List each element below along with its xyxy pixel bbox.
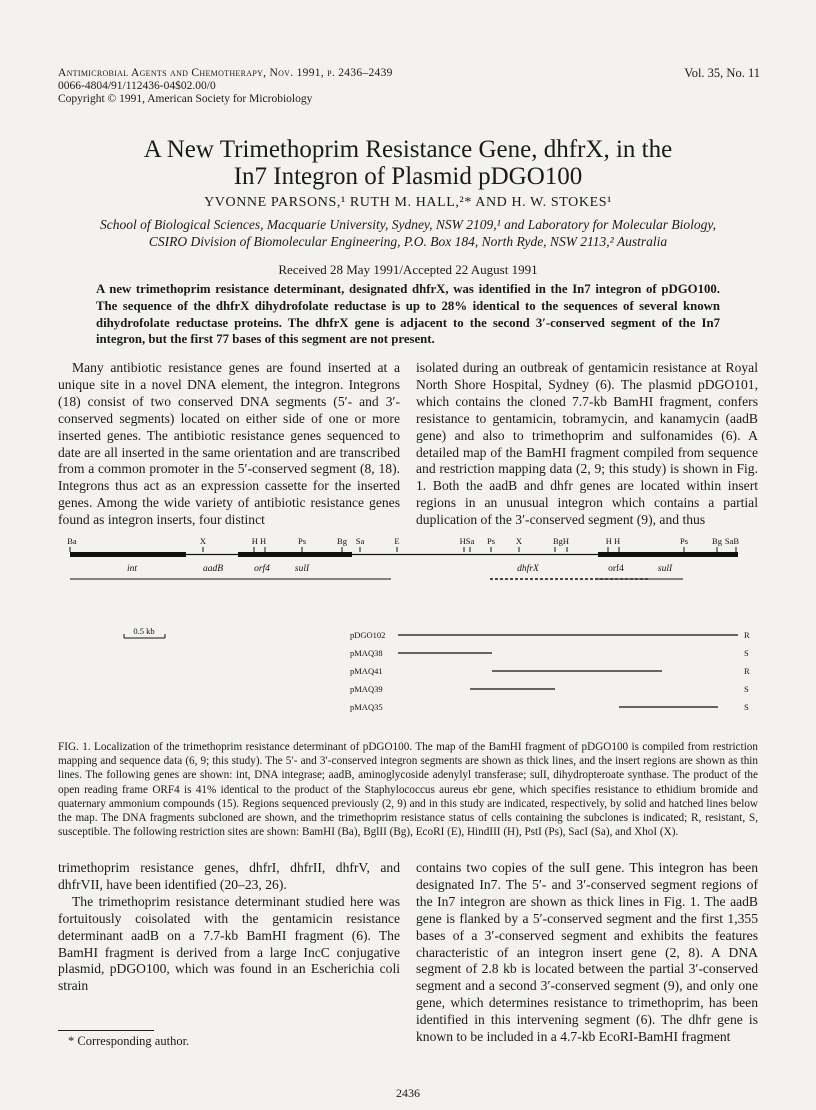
site-label: Ba <box>67 536 77 546</box>
site-label: HSa <box>459 536 475 546</box>
subclones <box>350 630 750 712</box>
site-label: H H <box>251 536 267 546</box>
paragraph: contains two copies of the sulI gene. This integron has been designated In7. The 5′- and 3′-conserved segment regions of the In7 integron are shown as thick lines in Fig. 1. The aadB gene is flanked by a 5′-conserved segment and the first 1,355 bases of a 3′-conserved segment and exhibits the features characteristic of an integron insert gene (2, 8). A DNA segment of 2.8 kb is located between the partial 3′-conserved segment and a second 3′-conserved segment (9), and only one gene, which determines resistance to trimethoprim, has been identified in this intervening segment (6). The dhfr gene is known to be included in a 4.7-kb EcoRI-BamHI fragment <box>416 860 758 1045</box>
volume: Vol. 35, No. 11 <box>684 66 760 80</box>
site-label: Bg <box>337 536 347 546</box>
subclone-name: pMAQ39 <box>350 684 383 694</box>
affiliation-line-1: School of Biological Sciences, Macquarie University, Sydney, NSW 2109,¹ and Laboratory for Molecular Biology, <box>100 217 716 232</box>
footnote-rule <box>58 1030 154 1031</box>
site-labels <box>67 536 739 546</box>
copyright: Copyright © 1991, American Society for Microbiology <box>58 93 313 105</box>
gene-labels <box>127 563 673 574</box>
subclone-status: S <box>744 684 749 694</box>
site-label: X <box>199 536 207 546</box>
gene-label: int <box>126 564 138 574</box>
authors: YVONNE PARSONS,¹ RUTH M. HALL,²* AND H. W. STOKES¹ <box>204 195 612 210</box>
conserved-segment <box>70 552 186 557</box>
received-dates: Received 28 May 1991/Accepted 22 August 1991 <box>278 262 538 277</box>
subclone-status: S <box>744 702 749 712</box>
subclone-name: pMAQ41 <box>350 666 383 676</box>
gene-label: orf4 <box>608 564 624 574</box>
article-code: 0066-4804/91/112436-04$02.00/0 <box>58 80 216 92</box>
journal-line: Antimicrobial Agents and Chemotherapy, Nov. 1991, p. 2436–2439 <box>58 67 393 79</box>
footnote: * Corresponding author. <box>68 1034 190 1048</box>
title-line-1: A New Trimethoprim Resistance Gene, dhfrX, in the <box>143 136 673 163</box>
paragraph: trimethoprim resistance genes, dhfrI, dhfrII, dhfrV, and dhfrVII, have been identified (20–23, 26). <box>58 860 400 892</box>
conserved-segment <box>598 552 738 557</box>
scale-bar <box>124 626 165 638</box>
gene-label: sulI <box>294 564 310 574</box>
site-label: Sa <box>355 536 365 546</box>
body-left-top <box>58 360 400 529</box>
paragraph: Many antibiotic resistance genes are found inserted at a unique site in a novel DNA element, the integron. Integrons (18) consist of two conserved DNA segments (5′- and 3′-conserved segments) located on either side of one or more inserted genes. The antibiotic resistance genes sequenced to date are all inserted in the same orientation and are transcribed from a common promoter in the 5′-conserved segment (8, 18). Integrons thus act as an expression cassette for the inserted genes. Among the wide variety of antibiotic resistance genes found as integron inserts, four distinct <box>58 360 400 528</box>
scale-label: 0.5 kb <box>133 626 155 636</box>
site-label: X <box>515 536 523 546</box>
conserved-segment <box>238 552 352 557</box>
figure-caption: FIG. 1. Localization of the trimethoprim resistance determinant of pDGO100. The map of the BamHI fragment of pDGO100 is compiled from restriction mapping and sequence data (6, 9; this study). The 5′- and 3′-conserved integron segments are shown as thick lines, and the insert regions are shown as thin lines. The following genes are shown: int, DNA integrase; aadB, aminoglycoside adenylyl transferase; sulI, dihydropteroate synthase. The product of the open reading frame ORF4 is 41% identical to the product of the Staphylococcus aureus ebr gene, which specifies resistance to ethidium bromide and quaternary ammonium compounds (15). Regions sequenced previously (2, 9) and in this study are indicated, respectively, by solid and hatched lines below the map. The DNA fragments subcloned are shown, and the trimethoprim resistance status of cells containing the subclones is indicated; R, resistant, S, susceptible. The following restriction sites are shown: BamHI (Ba), BglII (Bg), EcoRI (E), HindIII (H), PstI (Ps), SacI (Sa), and XhoI (X). <box>58 741 758 839</box>
abstract: A new trimethoprim resistance determinant, designated dhfrX, was identified in the In7 integron of pDGO100. The sequence of the dhfrX dihydrofolate reductase is up to 28% identical to the sequences of several known dihydrofolate reductase proteins. The dhfrX gene is adjacent to the second 3′-conserved segment of the In7 integron, but the first 77 bases of this segment are not present. <box>96 282 720 347</box>
site-label: H H <box>605 536 621 546</box>
gene-label: sulI <box>657 564 673 574</box>
subclone-status: R <box>744 630 750 640</box>
subclone-name: pMAQ35 <box>350 702 383 712</box>
article-title <box>0 136 816 190</box>
paragraph: The trimethoprim resistance determinant studied here was fortuitously coisolated with the gentamicin resistance determinant aadB on a 7.7-kb BamHI fragment (6). The BamHI fragment is derived from a large IncC conjugative plasmid, pDGO100, which was found in an Escherichia coli strain <box>58 893 400 994</box>
site-label: E <box>394 536 400 546</box>
body-left-bottom <box>58 860 400 995</box>
bamhi-fragment-map <box>70 552 738 557</box>
gene-label: aadB <box>202 564 224 574</box>
restriction-ticks <box>70 547 736 552</box>
page-number: 2436 <box>396 1086 420 1100</box>
paragraph: isolated during an outbreak of gentamicin resistance at Royal North Shore Hospital, Sydney (6). The plasmid pDGO101, which contains the cloned 7.7-kb BamHI fragment, confers resistance to gentamicin, tobramycin, and kanamycin (aadB gene) and also to trimethoprim and sulfonamides (6). A detailed map of the BamHI fragment compiled from sequence and restriction mapping data (2, 9; this study) is shown in Fig. 1. Both the aadB and dhfr genes are located within insert regions in an unusual integron which contains a partial duplication of the 3′-conserved segment (9), and thus <box>416 360 758 528</box>
site-label: Ps <box>297 536 307 546</box>
title-line-2: In7 Integron of Plasmid pDGO100 <box>233 163 583 190</box>
affiliation-line-2: CSIRO Division of Biomolecular Engineering, P.O. Box 184, North Ryde, NSW 2113,² Australia <box>148 234 668 249</box>
site-label: Bg <box>712 536 722 546</box>
subclone-status: S <box>744 648 749 658</box>
affiliation <box>40 216 776 250</box>
figure-1-map <box>58 534 758 734</box>
site-label: SaB <box>724 536 740 546</box>
subclone-name: pMAQ38 <box>350 648 383 658</box>
subclone-name: pDGO102 <box>350 630 386 640</box>
gene-label: dhfrX <box>517 564 539 574</box>
site-label: BgH <box>552 536 570 546</box>
body-right-top <box>416 360 758 529</box>
subclone-status: R <box>744 666 750 676</box>
site-label: Ps <box>486 536 496 546</box>
body-right-bottom <box>416 860 758 1046</box>
gene-label: orf4 <box>254 564 270 574</box>
site-label: Ps <box>679 536 689 546</box>
